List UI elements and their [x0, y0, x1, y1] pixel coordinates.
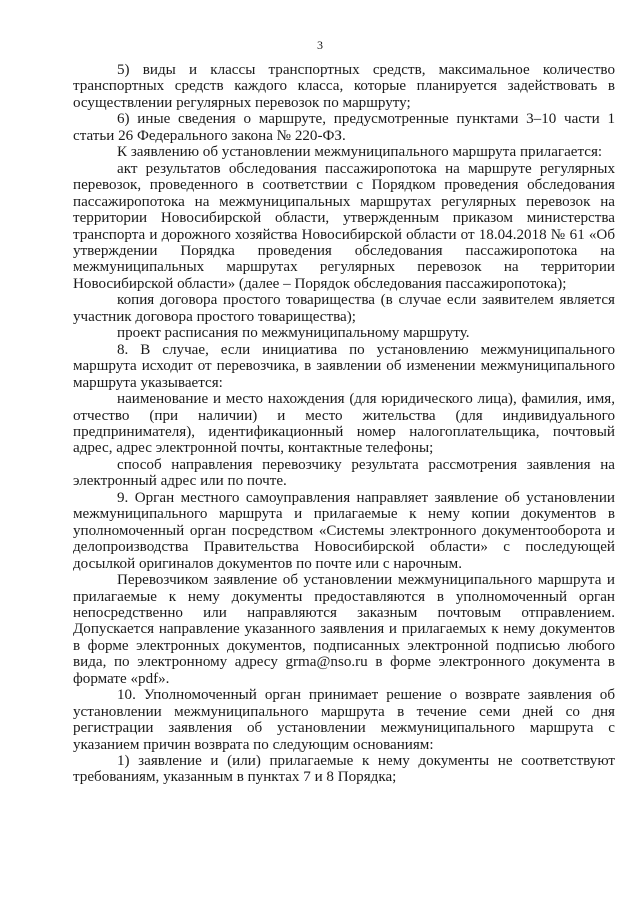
paragraph-return-reason-1: 1) заявление и (или) прилагаемые к нему документы не соответствуют требованиям, указанным в пунктах 7 и 8 Порядка; [73, 753, 615, 786]
paragraph-schedule-draft: проект расписания по межмуниципальному маршруту. [117, 325, 470, 342]
paragraph-carrier-details: наименование и место нахождения (для юридического лица), фамилия, имя, отчество (при наличии) и место жительства (для индивидуального предпринимателя), идентификационный номер налогоплательщика, почтовый адрес, адрес электронной почты, контактные телефоны; [73, 391, 615, 457]
paragraph-partnership-copy: копия договора простого товарищества (в случае если заявителем является участник договора простого товарищества); [73, 292, 615, 325]
paragraph-carrier-submission: Перевозчиком заявление об установлении межмуниципального маршрута и прилагаемые к нему документы предоставляются в уполномоченный орган непосредственно или направляются заказным почтовым отправлением. Допускается направление указанного заявления и прилагаемых к нему документов в форме электронных документов, подписанных электронной подписью любого вида, по электронному адресу grma@nso.ru в форме электронного документа в формате «pdf». [73, 572, 615, 687]
paragraph-section-10: 10. Уполномоченный орган принимает решение о возврате заявления об установлении межмуниципального маршрута в течение семи дней со дня регистрации заявления об установлении межмуниципального маршрута с указанием причин возврата по следующим основаниям: [73, 687, 615, 753]
paragraph-attachments-intro: К заявлению об установлении межмуниципального маршрута прилагается: [117, 144, 603, 161]
paragraph-item-6-other-info: 6) иные сведения о маршруте, предусмотренные пунктами 3–10 части 1 статьи 26 Федерального закона № 220-ФЗ. [73, 111, 615, 144]
paragraph-item-5-vehicle-types: 5) виды и классы транспортных средств, максимальное количество транспортных средств каждого класса, которые планируется задействовать в осуществлении регулярных перевозок по маршруту; [73, 62, 615, 111]
paragraph-section-9: 9. Орган местного самоуправления направляет заявление об установлении межмуниципального маршрута и прилагаемые к нему копии документов в уполномоченный орган посредством «Системы электронного документооборота и делопроизводства Правительства Новосибирской области» с последующей досылкой оригиналов документов по почте или с нарочным. [73, 489, 615, 572]
page-number: 3 [317, 38, 323, 52]
paragraph-passenger-flow-act: акт результатов обследования пассажиропотока на маршруте регулярных перевозок, проведенного в соответствии с Порядком проведения обследования пассажиропотока на межмуниципальных маршрутах регулярных перевозок на территории Новосибирской области, утвержденным приказом министерства транспорта и дорожного хозяйства Новосибирской области от 18.04.2018 № 61 «Об утверждении Порядка проведения обследования пассажиропотока на межмуниципальных маршрутах регулярных перевозок на территории Новосибирской области» (далее – Порядок обследования пассажиропотока); [73, 160, 615, 292]
paragraph-response-method: способ направления перевозчику результата рассмотрения заявления на электронный адрес или по почте. [73, 456, 615, 490]
paragraph-section-8: 8. В случае, если инициатива по установлению межмуниципального маршрута исходит от перевозчика, в заявлении об изменении межмуниципального маршрута указывается: [73, 341, 615, 391]
document-body [73, 62, 615, 786]
